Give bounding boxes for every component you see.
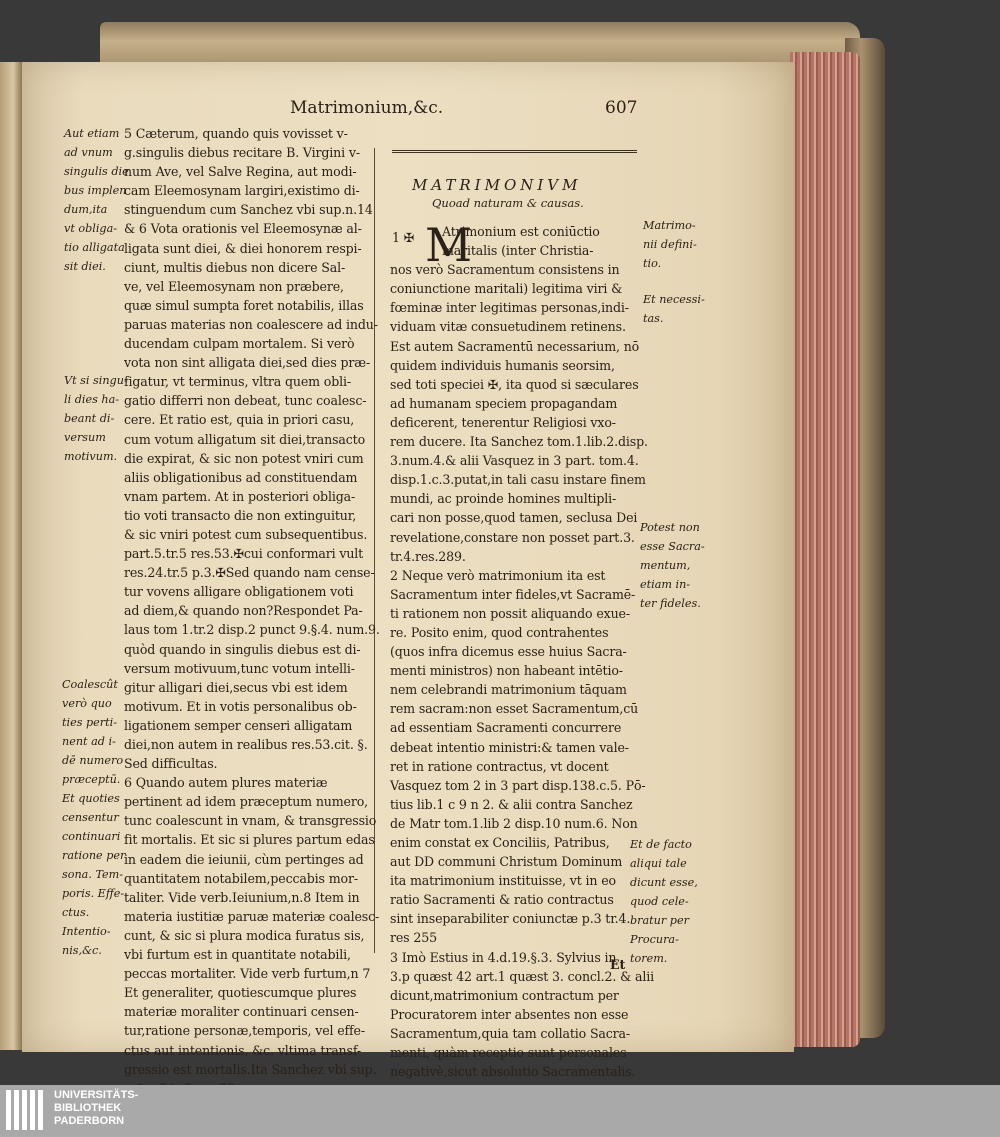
section-subtitle: Quoad naturam & causas. [432,196,584,210]
text-line: quidem individuis humanis seorsim, [390,357,615,373]
text-line: res.24.tr.5 p.3.✠Sed quando nam cense- [124,565,375,581]
text-line: 3.p quæst 42 art.1 quæst 3. concl.2. & alii [390,968,655,984]
text-line: ligationem semper censeri alligatam [124,717,353,733]
text-line: cum votum alligatum sit diei,transacto [124,431,365,447]
text-line: dicunt esse, [630,876,698,889]
text-line: censentur [62,811,119,824]
text-line: revelatione,constare non posset part.3. [390,529,635,545]
text-line: sint inseparabiliter coniunctæ p.3 tr.4. [390,911,631,927]
text-line: ad diem,& quando non?Respondet Pa- [124,603,363,619]
text-line: quæ simul sumpta foret notabilis, illas [124,297,364,313]
text-line: beant di- [64,412,115,425]
right-margin-note [640,518,705,613]
text-line: Procura- [630,933,679,946]
text-line: nent ad i- [62,735,116,748]
library-name [54,1089,138,1128]
left-column-text [124,124,380,1098]
text-line: bus implen [64,184,127,197]
text-line: Potest non [640,521,700,534]
text-line: Et necessi- [643,293,705,306]
text-line: tio alligata [64,241,125,254]
text-line: Vt si singu- [64,374,128,387]
text-line: quòd quando in singulis diebus est di- [124,641,361,657]
text-line: Sed difficultas. [124,756,218,772]
text-line: disp.1.c.3.putat,in tali casu instare finem [390,472,646,488]
text-line: tio voti transacto die non extinguitur, [124,507,357,523]
text-line: bratur per [630,914,689,927]
page-stack-edge [790,52,860,1047]
catchword: Et [610,957,626,972]
text-line: UNIVERSITÄTS- [54,1089,139,1101]
text-line: ti rationem non possit aliquando exue- [390,605,630,621]
text-line: motivum. [64,450,118,463]
page-number: 607 [605,98,638,118]
text-line: tr.4.res.289. [390,548,466,564]
text-line: Vasquez tom 2 in 3 part disp.138.c.5. Pō- [390,777,646,793]
text-line: gatio differri non debeat, tunc coalesc- [124,393,367,409]
text-line: materiæ moraliter continuari censen- [124,1004,359,1020]
text-line: tunc coalescunt in vnam, & transgressio [124,813,377,829]
text-line: vota non sint alligata diei,sed dies præ- [124,355,371,371]
text-line: quod cele- [630,895,689,908]
text-line: cunt, & sic si plura modica furatus sis, [124,927,365,943]
text-line: sona. Tem- [62,868,124,881]
text-line: Matrimo- [643,219,696,232]
left-margin-note [62,675,125,960]
text-line: dē numero [62,754,124,767]
text-line: laus tom 1.tr.2 disp.2 punct 9.§.4. num.9. [124,622,380,638]
footer-bar [0,1085,1000,1137]
text-line: ita matrimonium instituisse, vt in eo [390,873,616,889]
text-line: ret in ratione contractus, vt docent [390,758,609,774]
text-line: nos verò Sacramentum consistens in [390,262,620,278]
text-line: materia iustitiæ paruæ materiæ coalesc- [124,908,380,924]
text-line: aut DD communi Christum Dominum [390,854,623,870]
section-title: MATRIMONIVM [412,176,582,194]
text-line: ratio Sacramenti & ratio contractus [390,892,614,908]
text-line: aliqui tale [630,857,687,870]
text-line: de Matr tom.1.lib 2 disp.10 num.6. Non [390,815,638,831]
text-line: nem celebrandi matrimonium tāquam [390,682,627,698]
text-line: dum,ita [64,203,108,216]
text-line: die expirat, & sic non potest vniri cum [124,450,364,466]
text-line: Et quoties [62,792,120,805]
text-line: aliis obligationibus ad constituendam [124,469,358,485]
text-line: deficerent, tenerentur Religiosi vxo- [390,414,616,430]
text-line: li dies ha- [64,393,120,406]
text-line: vt obliga- [64,222,118,235]
text-line: Aut etiam [64,127,120,140]
text-line: stinguendum cum Sanchez vbi sup.n.14 [124,202,373,218]
text-line: rem ducere. Ita Sanchez tom.1.lib.2.disp. [390,434,648,450]
text-line: BIBLIOTHEK [54,1102,122,1114]
text-line: ratione per [62,849,126,862]
text-line: nii defini- [643,238,697,251]
text-line: fit mortalis. Et sic si plures partum edas [124,832,375,848]
left-margin-note [64,371,128,466]
text-line: 3 Imò Estius in 4.d.19.§.3. Sylvius in [390,949,617,965]
text-line: nis,&c. [62,944,102,957]
text-line: tas. [643,312,664,325]
text-line: cam Eleemosynam largiri,existimo di- [124,183,360,199]
right-column-text [390,218,655,1081]
text-line: mundi, ac proinde homines multipli- [390,491,617,507]
text-line: diei,non autem in realibus res.53.cit. §. [124,737,368,752]
text-line: gitur alligari diei,secus vbi est idem [124,679,348,695]
text-line: torem. [630,952,668,965]
text-line: menti ministros) non habeant intētio- [390,663,623,679]
text-line: vnam partem. At in posteriori obliga- [124,488,356,504]
text-line: (quos infra dicemus esse huius Sacra- [390,644,627,660]
text-line: peccas mortaliter. Vide verb furtum,n 7 [124,966,371,982]
text-line: gressio est mortalis.Ita Sanchez vbi sup. [124,1061,377,1077]
text-line: mentum, [640,559,691,572]
paragraph-number: 1 ✠ [392,230,415,245]
text-line: tio. [643,257,662,270]
text-line: ligata sunt diei, & diei honorem respi- [124,240,362,256]
text-line: etiam in- [640,578,691,591]
text-line: quantitatem notabilem,peccabis mor- [124,870,358,886]
text-line: Atrimonium est coniūctio [442,224,600,239]
text-line: Est autem Sacramentū necessarium, nō [390,338,640,354]
text-line: enim constat ex Conciliis, Patribus, [390,835,610,850]
text-line: ad humanam speciem propagandam [390,395,618,411]
right-margin-note [643,290,705,328]
text-line: ad essentiam Sacramenti concurrere [390,720,622,736]
text-line: ctus. [62,906,90,919]
text-line: ciunt, multis diebus non dicere Sal- [124,259,346,275]
text-line: sit diei. [64,260,106,273]
text-line: tur vovens alligare obligationem voti [124,584,354,600]
text-line: Et de facto [630,838,692,851]
text-line: coniunctione maritali) legitima viri & [390,281,623,297]
text-line: dicunt,matrimonium contractum per [390,987,619,1003]
text-line: in eadem die ieiunii, cùm pertinges ad [124,851,364,867]
text-line: 6 Quando autem plures materiæ [124,775,328,791]
text-line: Et generaliter, quotiescumque plures [124,985,357,1001]
text-line: versum [64,431,106,444]
text-line: negativè,sicut absolutio Sacramentalis. [390,1064,636,1080]
text-line: menti, quàm receptio sunt personales [390,1045,627,1061]
text-line: poris. Effe- [62,887,125,900]
text-line: ter fideles. [640,597,701,610]
text-line: ad vnum [64,146,113,159]
text-line: PADERBORN [54,1115,125,1127]
text-line: maritalis (inter Christia- [442,243,594,259]
right-margin-note [630,835,698,968]
text-line: num Ave, vel Salve Regina, aut modi- [124,164,357,180]
text-line: taliter. Vide verb.Ieiunium,n.8 Item in [124,889,360,905]
text-line: & 6 Vota orationis vel Eleemosynæ al- [124,221,362,237]
text-line: figatur, vt terminus, vltra quem obli- [124,374,352,390]
text-line: g.singulis diebus recitare B. Virgini v- [124,145,360,161]
text-line: præceptū. [62,773,121,786]
left-margin-note [64,124,129,276]
text-line: tius lib.1 c 9 n 2. & alii contra Sanchez [390,796,633,812]
text-line: Intentio- [62,925,111,938]
text-line: part.5.tr.5 res.53.✠cui conformari vult [124,546,364,562]
text-line: cere. Et ratio est, quia in priori casu, [124,412,355,428]
text-line: Sacramentum,quia tam collatio Sacra- [390,1025,631,1041]
text-line: vbi furtum est in quantitate notabili, [124,947,351,963]
text-line: versum motivuum,tunc votum intelli- [124,660,355,676]
text-line: verò quo [62,697,112,710]
text-line: 2 Neque verò matrimonium ita est [390,567,606,583]
right-margin-note [643,216,697,273]
text-line: tur,ratione personæ,temporis, vel effe- [124,1023,365,1039]
text-line: motivum. Et in votis personalibus ob- [124,698,357,714]
text-line: viduam vitæ consuetudinem retinens. [390,319,626,335]
text-line: ctus aut intentionis, &c. vltima transf- [124,1042,362,1058]
text-line: Sacramentum inter fideles,vt Sacramē- [390,586,636,602]
page-title: Matrimonium,&c. [290,98,444,118]
text-line: debeat intentio ministri:& tamen vale- [390,739,629,755]
text-line: ties perti- [62,716,117,729]
text-line: ducendam culpam mortalem. Si verò [124,336,355,352]
text-line: esse Sacra- [640,540,705,553]
text-line: sed toti speciei ✠, ita quod si sæculares [390,376,639,392]
text-line: & sic vniri potest cum subsequentibus. [124,526,368,542]
text-line: cari non posse,quod tamen, seclusa Dei [390,510,638,526]
text-line: paruas materias non coalescere ad indu- [124,316,378,332]
text-line: res 255 [390,930,437,946]
text-line: singulis die [64,165,129,178]
text-line: 3.num.4.& alii Vasquez in 3 part. tom.4. [390,453,639,469]
header-rule [392,150,637,153]
text-line: Coalescût [62,678,118,691]
text-line: re. Posito enim, quod contrahentes [390,624,609,640]
text-line: ve, vel Eleemosynam non præbere, [124,278,344,294]
text-line: continuari [62,830,121,843]
text-line: pertinent ad idem præceptum numero, [124,794,368,810]
left-page-edge [0,62,23,1050]
drop-capital: M [425,218,473,272]
text-line: Procuratorem inter absentes non esse [390,1006,629,1022]
library-logo-icon [6,1090,46,1130]
text-line: fœminæ inter legitimas personas,indi- [390,300,629,316]
text-line: rem sacram:non esset Sacramentum,cū [390,701,639,717]
text-line: 5 Cæterum, quando quis vovisset v- [124,126,348,141]
